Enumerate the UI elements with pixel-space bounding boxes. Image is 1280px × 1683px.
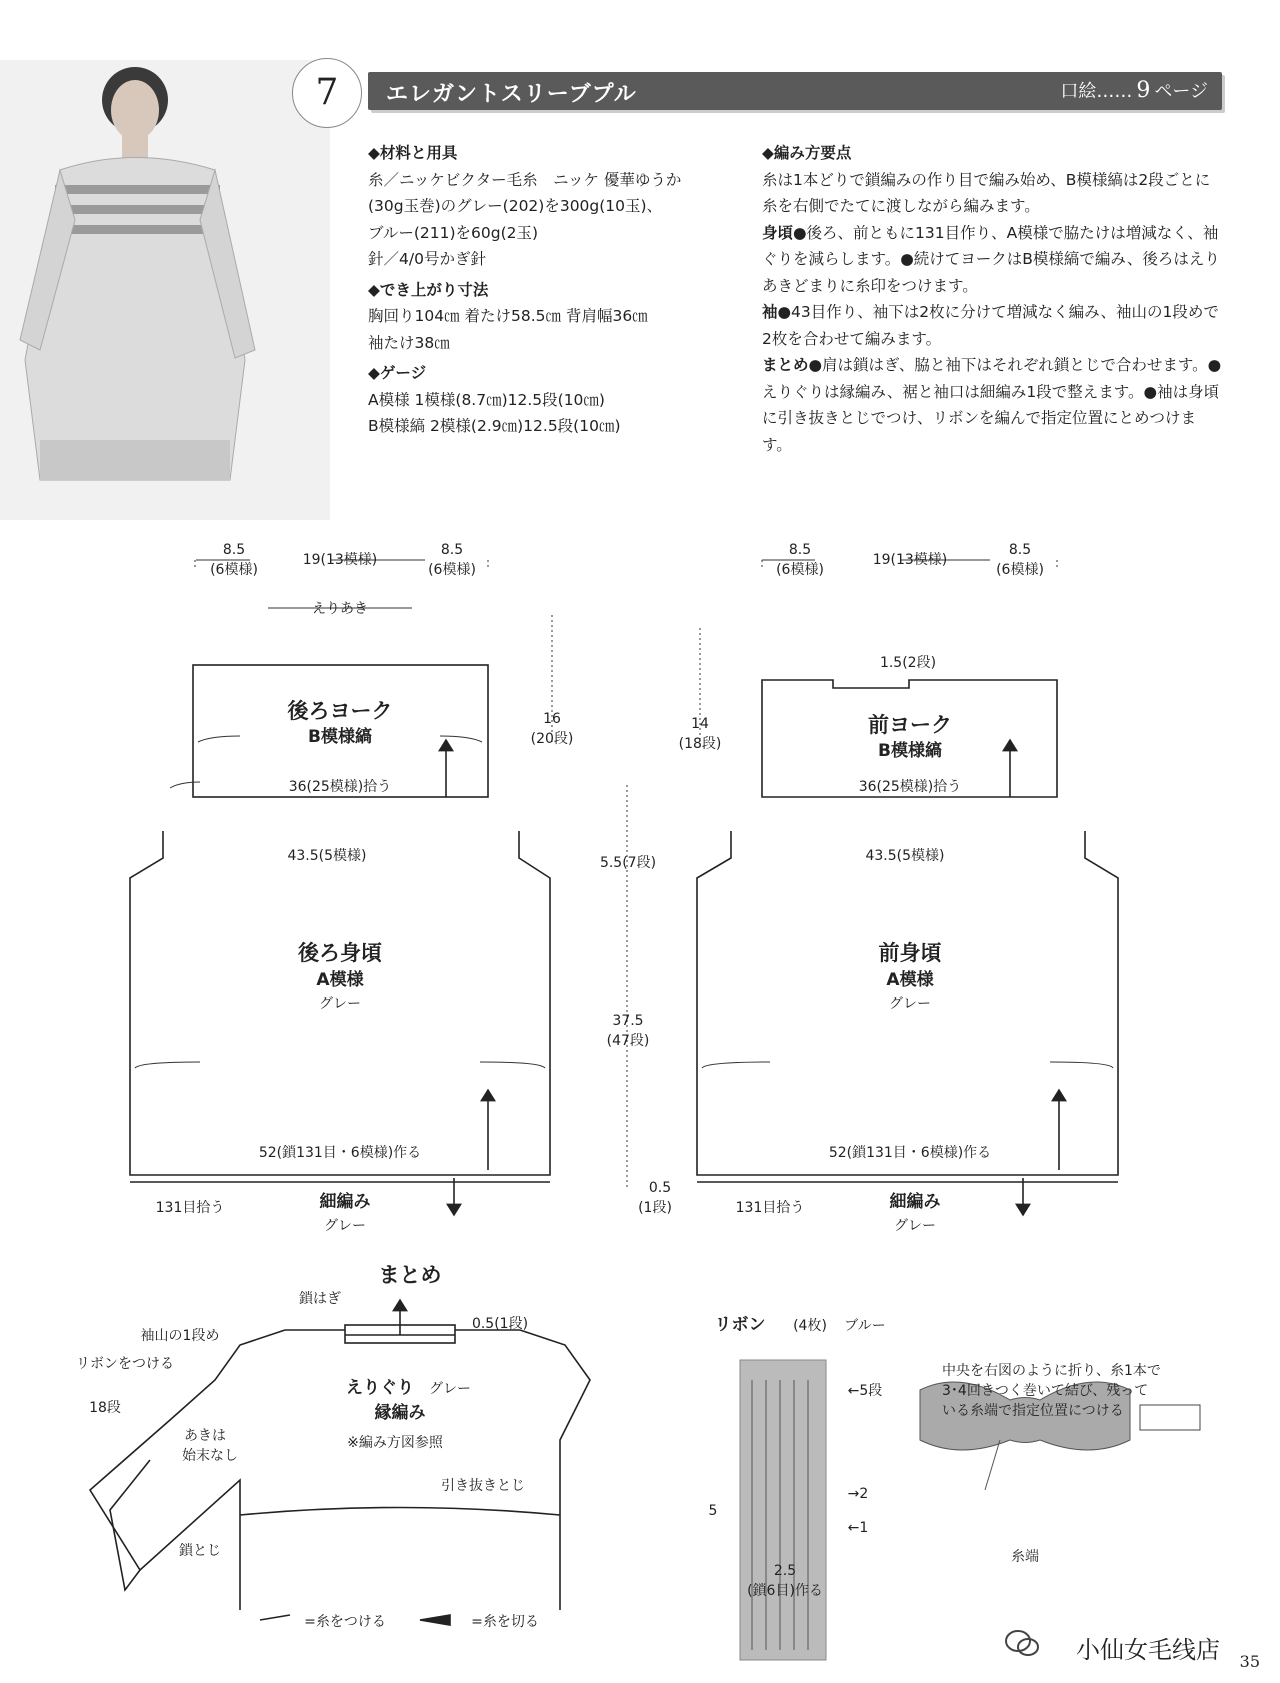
instructions-intro: 糸は1本どりで鎖編みの作り目で編み始め、B模様縞は2段ごとに糸を右側でたてに渡しながら編みます。 — [762, 170, 1211, 215]
materials-line: 針／4/0号かぎ針 — [368, 250, 486, 268]
gauge-line: B模様縞 2模様(2.9㎝)12.5段(10㎝) — [368, 417, 621, 435]
front-hem-stitch: 細編み — [889, 1192, 941, 1212]
back-yoke-height: 16 — [543, 711, 561, 727]
dim-top-right: 8.5 — [440, 542, 464, 558]
front-body-pattern: A模様 — [886, 970, 934, 990]
materials-heading: ◆材料と用具 — [368, 144, 458, 162]
size-heading: ◆でき上がり寸法 — [368, 280, 489, 299]
opening-label-2: 始末なし — [182, 1448, 238, 1464]
armhole-height: 5.5(7段) — [599, 855, 657, 871]
chain-join-label: 鎖はぎ — [299, 1291, 341, 1307]
ribbon-note-2: 3･4回きつく巻いて結び、残って — [942, 1383, 1149, 1399]
back-yoke-pattern: B模様縞 — [308, 727, 372, 747]
pattern-title: エレガントスリーブプル — [386, 82, 637, 107]
front-dim-left: 8.5 — [788, 542, 812, 558]
model-illustration — [0, 60, 330, 520]
schematic-diagrams — [0, 542, 1280, 1683]
size-line: 胸回り104㎝ 着たけ58.5㎝ 背肩幅36㎝ — [368, 307, 648, 325]
instructions-section — [762, 140, 1222, 458]
size-line: 袖たけ38㎝ — [368, 333, 450, 352]
front-width-label: 43.5(5模様) — [865, 848, 945, 864]
front-hem-color: グレー — [894, 1218, 936, 1234]
front-body-label: 前身頃 — [878, 941, 942, 965]
edging-label: 縁編み — [374, 1403, 426, 1423]
ribbon-width: 2.5 — [773, 1563, 797, 1579]
front-yoke-height: 14 — [691, 716, 709, 732]
pattern-number: 7 — [292, 58, 362, 128]
attach-ribbon-label: リボンをつける — [76, 1356, 174, 1372]
page-reference: 口絵…… 9 ページ — [1060, 78, 1208, 103]
front-dim-mid: 19(13模様) — [872, 552, 948, 568]
rows-18-label: 18段 — [89, 1400, 121, 1416]
slip-join-label: 引き抜きとじ — [441, 1478, 525, 1494]
assembly-title: まとめ — [378, 1263, 442, 1287]
back-body-label: 後ろ身頃 — [298, 941, 382, 965]
dim-top-left-sub: (6模様) — [210, 562, 258, 578]
dim-top-left: 8.5 — [222, 542, 246, 558]
instructions-body: 身頃●後ろ、前ともに131目作り、A模様で脇たけは増減なく、袖ぐりを減らします。●続けてヨークはB模様縞で編み、後ろはえりあきどまりに糸印をつけます。 — [762, 223, 1220, 295]
front-body-color: グレー — [889, 996, 931, 1012]
dim-top-right-sub: (6模様) — [428, 562, 476, 578]
ribbon-title: リボン — [714, 1315, 766, 1335]
back-hem-pickup: 131目拾う — [155, 1200, 225, 1216]
materials-line: ブルー(211)を60g(2玉) — [368, 223, 539, 242]
gauge-line: A模様 1模様(8.7㎝)12.5段(10㎝) — [368, 390, 605, 409]
instructions-heading: ◆編み方要点 — [762, 144, 852, 162]
front-notch-label: 1.5(2段) — [879, 655, 937, 671]
see-chart-note: ※編み方図参照 — [347, 1435, 443, 1451]
instructions-sleeve: 袖●43目作り、袖下は2枚に分けて増減なく編み、袖山の1段めで2枚を合わせて編みます。 — [762, 303, 1219, 348]
ribbon-row2: →2 — [847, 1486, 869, 1502]
sleeve-cap-label: 袖山の1段め — [140, 1328, 220, 1344]
instructions-finish: まとめ●肩は鎖はぎ、脇と袖下はそれぞれ鎖とじで合わせます。●えりぐりは縁編み、裾と袖口は細編み1段で整えます。●袖は身頃に引き抜きとじでつけ、リボンを編んで指定位置にとめつけます。 — [762, 356, 1222, 454]
gauge-heading: ◆ゲージ — [368, 364, 427, 382]
back-cast-on: 52(鎖131目・6模様)作る — [258, 1145, 422, 1161]
thread-end-label: 糸端 — [1011, 1549, 1039, 1565]
model-photo — [0, 60, 330, 520]
front-dim-right: 8.5 — [1008, 542, 1032, 558]
neckline-label: えりぐり — [346, 1378, 414, 1398]
materials-section — [368, 140, 728, 440]
back-width-label: 43.5(5模様) — [287, 848, 367, 864]
ribbon-note-1: 中央を右図のように折り、糸1本で — [942, 1363, 1161, 1379]
chat-icon — [1004, 1628, 1040, 1660]
ribbon-height: 5 — [708, 1503, 718, 1519]
ribbon-note-3: いる糸端で指定位置につける — [942, 1403, 1124, 1419]
back-hem-stitch: 細編み — [319, 1192, 371, 1212]
hem-rows: (1段) — [638, 1200, 672, 1216]
opening-label-1: あきは — [184, 1428, 226, 1444]
front-yoke-rows: (18段) — [678, 736, 722, 752]
back-hem-color: グレー — [324, 1218, 366, 1234]
neck-opening-label: えりあき — [312, 601, 368, 617]
assembly-diagram — [90, 1305, 590, 1625]
front-cast-on: 52(鎖131目・6模様)作る — [828, 1145, 992, 1161]
legend-cut: =糸を切る — [471, 1614, 539, 1630]
page-number: 35 — [1239, 1652, 1260, 1671]
ribbon-chain: (鎖6目)作る — [747, 1583, 823, 1599]
back-yoke-pickup: 36(25模様)拾う — [288, 779, 392, 795]
materials-line: 糸／ニッケビクター毛糸 ニッケ 優華ゆうか — [368, 170, 682, 189]
front-hem-pickup: 131目拾う — [735, 1200, 805, 1216]
back-yoke-rows: (20段) — [530, 731, 574, 747]
chain-seam-label: 鎖とじ — [179, 1543, 221, 1559]
title-bar — [368, 72, 1222, 110]
neckline-color: グレー — [429, 1381, 471, 1397]
back-body-color: グレー — [319, 996, 361, 1012]
front-yoke-pickup: 36(25模様)拾う — [858, 779, 962, 795]
ribbon-color: ブルー — [844, 1318, 886, 1334]
back-yoke-label: 後ろヨーク — [287, 699, 393, 723]
ribbon-row1: ←1 — [847, 1520, 869, 1536]
ribbon-count: (4枚) — [793, 1318, 827, 1334]
front-yoke-label: 前ヨーク — [868, 713, 952, 737]
back-body-pattern: A模様 — [316, 970, 364, 990]
hem-height: 0.5 — [648, 1180, 672, 1196]
side-height: 37.5 — [612, 1013, 644, 1029]
materials-line: (30g玉巻)のグレー(202)を300g(10玉)、 — [368, 197, 663, 215]
dim-top-mid: 19(13模様) — [302, 552, 378, 568]
front-yoke-pattern: B模様縞 — [878, 741, 942, 761]
shop-name: 小仙女毛线店 — [1076, 1636, 1220, 1664]
side-rows: (47段) — [606, 1033, 650, 1049]
neck-dim-label: 0.5(1段) — [471, 1316, 529, 1332]
legend-attach: =糸をつける — [304, 1614, 386, 1630]
front-dim-left-sub: (6模様) — [776, 562, 824, 578]
front-dim-right-sub: (6模様) — [996, 562, 1044, 578]
ribbon-row5: ←5段 — [847, 1383, 883, 1399]
